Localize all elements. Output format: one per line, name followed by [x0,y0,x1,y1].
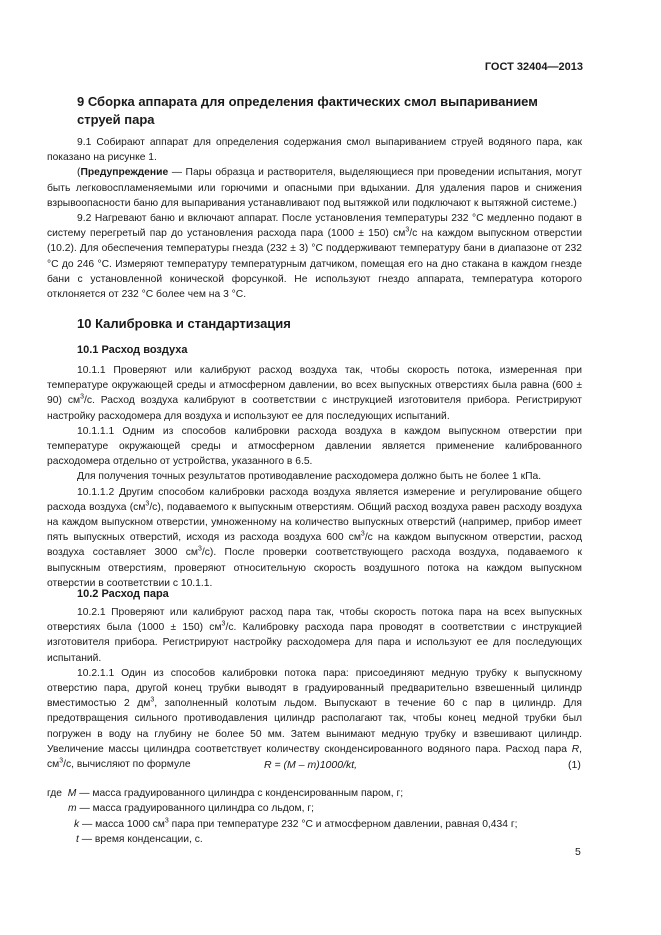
warning-paragraph: (Предупреждение — Пары образца и растворителя, выделяющиеся при проведении испытания, могут быть легковоспламеняемыми или горючими и опасными при вдыхании. Для удаления паров и снижения взрывоопасности баню для выпаривания устанавливают под вытяжкой или подключают к вытяжной системе.) [47,167,582,209]
section-9-body [47,135,582,302]
subsection-10-2-title: 10.2 Расход пара [77,588,169,600]
section-10-1-body [47,363,582,591]
paragraph-9-2: 9.2 Нагревают баню и включают аппарат. После установления температуры 232 °С медленно подают в систему перегретый пар до установления расхода пара (1000 ± 150) $см^3/с$ на каждом выпускном отверстии (10.2). Для обеспечения температуры гнезда (232 ± 3) °С поддерживают температуру бани в диапазоне от 232 °С до 246 °С. Измеряют температуру температурным датчиком, помещая его на дно стакана в каждом гнезде бани с установленной конической форсункой. Не используют гнездо аппарата, температура которого отклоняется от 232 °С более чем на 3 °С. [47,213,583,301]
legend-k: k — масса 1000 $см^3$ пара при температуре 232 °С и атмосферном давлении, равная 0,434 г; [74,817,518,830]
formula-legend [47,786,517,848]
legend-M: где M — масса градуированного цилиндра с конденсированным паром, г; [47,788,404,799]
standard-number: ГОСТ 32404—2013 [484,61,583,73]
paragraph-10-2-1: 10.2.1 Проверяют или калибруют расход пара так, чтобы скорость потока пара на всех выпускных отверстиях была (1000 ± 150) $см^3/с$. Калибровку расхода пара проводят в соответствии с инструкцией изготовителя прибора. Регистрируют настройку расходомера для пара и используют ее для последующих испытаний. [47,607,583,664]
legend-m: m — масса градуированного цилиндра со льдом, г; [68,803,314,815]
section-10-2-body [47,605,582,772]
subsection-10-1-title: 10.1 Расход воздуха [77,344,188,356]
paragraph-9-1: 9.1 Собирают аппарат для определения содержания смол выпариванием струей водяного пара, как показано на рисунке 1. [47,137,582,164]
paragraph-10-2-1-1: 10.2.1.1 Один из способов калибровки потока пара: присоединяют медную трубку к выпускному отверстию пара, другой конец трубки выводят в градуированный предварительно взвешенный цилиндр вместимостью 2 $дм^3$, заполненный колотым льдом. Выпускают в течение 60 с пар в цилиндр. Для предотвращения сильного противодавления цилиндр располагают так, чтобы конец медной трубки был погружен в воду на глубину не более 50 мм. Затем вынимают медную трубку и взвешивают цилиндр. Увеличение массы цилиндра соответствует количеству сконденсированного водяного пара. Расход пара R, $см^3/с$, вычисляют по формуле [47,667,582,771]
paragraph-precision: Для получения точных результатов противодавление расходомера должно быть не более 1 кПа. [77,471,542,483]
paragraph-10-1-1: 10.1.1 Проверяют или калибруют расход воздуха так, чтобы скорость потока, измеренная при температуре окружающей среды и атмосферном давлении, во всех выпускных отверстиях была равна (600 ± 90) $см^3/с$. Расход воздуха калибруют в соответствии с инструкцией изготовителя прибора. Регистрируют настройку расходомера для воздуха и используют ее для последующих испытаний. [47,365,582,422]
legend-t: t — время конденсации, с. [76,834,203,846]
formula-number: (1) [568,759,581,771]
section-10-title: 10 Калибровка и стандартизация [77,316,291,331]
formula-expression: R = (M – m)1000/kt, [264,759,358,771]
section-9-title: 9 Сборка аппарата для определения фактических смол выпариванием струей пара [77,94,538,127]
paragraph-10-1-1-1: 10.1.1.1 Одним из способов калибровки расхода воздуха в каждом выпускном отверстии при температуре окружающей среды и атмосферном давлении является применение калиброванного расходомера отдельно от устройства, указанного в 6.5. [47,425,582,468]
paragraph-10-1-1-2: 10.1.1.2 Другим способом калибровки расхода воздуха является измерение и регулирование общего расхода воздуха $(см^3/с)$, подаваемого к выпускным отверстиям. Общий расход воздуха равен расходу воздуха на каждом выпускном отверстии, умноженному на количество выпускных отверстий (например, прибор имеет пять выпускных отверстий, исходя из расхода воздуха 600 $см^3/с$ на каждом выпускном отверстии, расход воздуха составляет 3000 $см^3/с$). После проверки соответствующего расхода воздуха, подаваемого к выпускным отверстиям, проверяют относительную скорость воздушного потока на каждом выпускном отверстии в соответствии с 10.1.1. [47,486,583,589]
page-number: 5 [575,846,581,858]
